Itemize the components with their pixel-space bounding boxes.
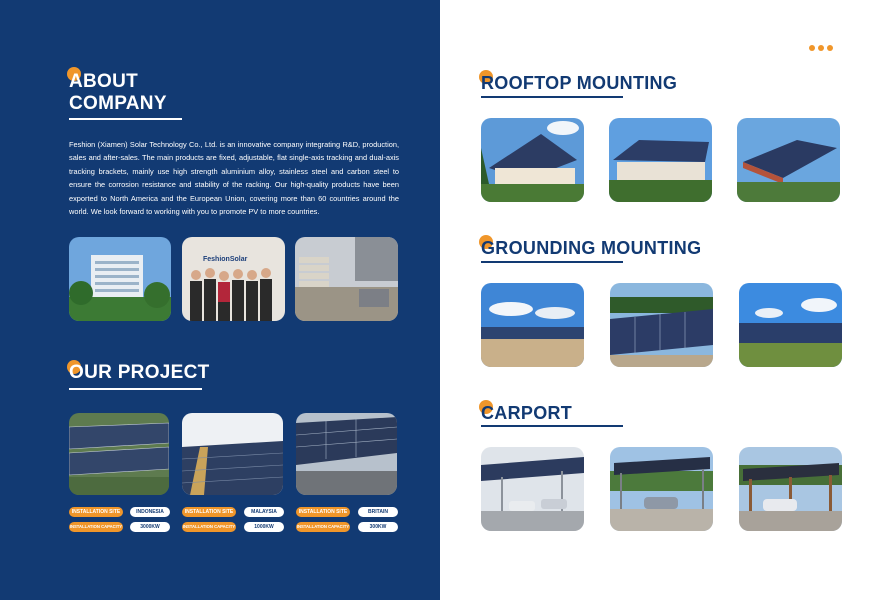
grounding-photo-1 <box>481 283 584 367</box>
carport-underline <box>481 425 623 427</box>
site-label-badge: INSTALLATION SITE <box>182 507 236 517</box>
project-photo-britain <box>296 413 397 495</box>
about-title <box>69 71 167 115</box>
rooftop-photo-1 <box>481 118 584 202</box>
carport-photo-1 <box>481 447 584 531</box>
about-title-line1: ABOUT <box>69 71 139 92</box>
site-value-badge: INDONESIA <box>130 507 170 517</box>
rooftop-photo-3 <box>737 118 840 202</box>
page-dots-icon <box>809 38 836 56</box>
project-photo-malaysia <box>182 413 283 495</box>
project-photo-indonesia <box>69 413 169 495</box>
rooftop-title: ROOFTOP MOUNTING <box>481 73 678 93</box>
about-underline <box>69 118 182 120</box>
carport-title: CARPORT <box>481 403 573 423</box>
team-photo <box>182 237 285 321</box>
site-value-badge: MALAYSIA <box>244 507 284 517</box>
grounding-title: GROUNDING MOUNTING <box>481 238 702 258</box>
project-title: OUR PROJECT <box>69 362 210 383</box>
warehouse-photo <box>295 237 398 321</box>
rooftop-underline <box>481 96 623 98</box>
capacity-label-badge: INSTALLATION CAPACITY <box>296 522 350 532</box>
team-photo-sign: FeshionSolar <box>203 256 248 263</box>
capacity-label-badge: INSTALLATION CAPACITY <box>182 522 236 532</box>
about-title-line2: COMPANY <box>69 93 167 114</box>
carport-photo-3 <box>739 447 842 531</box>
capacity-value-badge: 1000KW <box>244 522 284 532</box>
site-label-badge: INSTALLATION SITE <box>296 507 350 517</box>
about-text: Feshion (Xiamen) Solar Technology Co., Ltd. is an innovative company integrating R&D, production, sales and after-sales. The main products are fixed, adjustable, flat single-axis tracking and dual-axis tracking brackets, mainly use high strength aluminium alloy, stainless steel and carbon steel to ensure the corrosion resistance and stability of the racking. Our high-quality products have been exported to North America and the European Union, covering more than 60 countries around the world. We look forward to working with you to promote PV to more countries. <box>69 140 399 217</box>
grounding-photo-3 <box>739 283 842 367</box>
grounding-photo-2 <box>610 283 713 367</box>
capacity-value-badge: 3000KW <box>130 522 170 532</box>
grounding-underline <box>481 261 623 263</box>
capacity-label-badge: INSTALLATION CAPACITY <box>69 522 123 532</box>
site-value-badge: BRITAIN <box>358 507 398 517</box>
carport-photo-2 <box>610 447 713 531</box>
project-underline <box>69 388 202 390</box>
capacity-value-badge: 300KW <box>358 522 398 532</box>
rooftop-photo-2 <box>609 118 712 202</box>
site-label-badge: INSTALLATION SITE <box>69 507 123 517</box>
office-building-photo <box>69 237 171 321</box>
